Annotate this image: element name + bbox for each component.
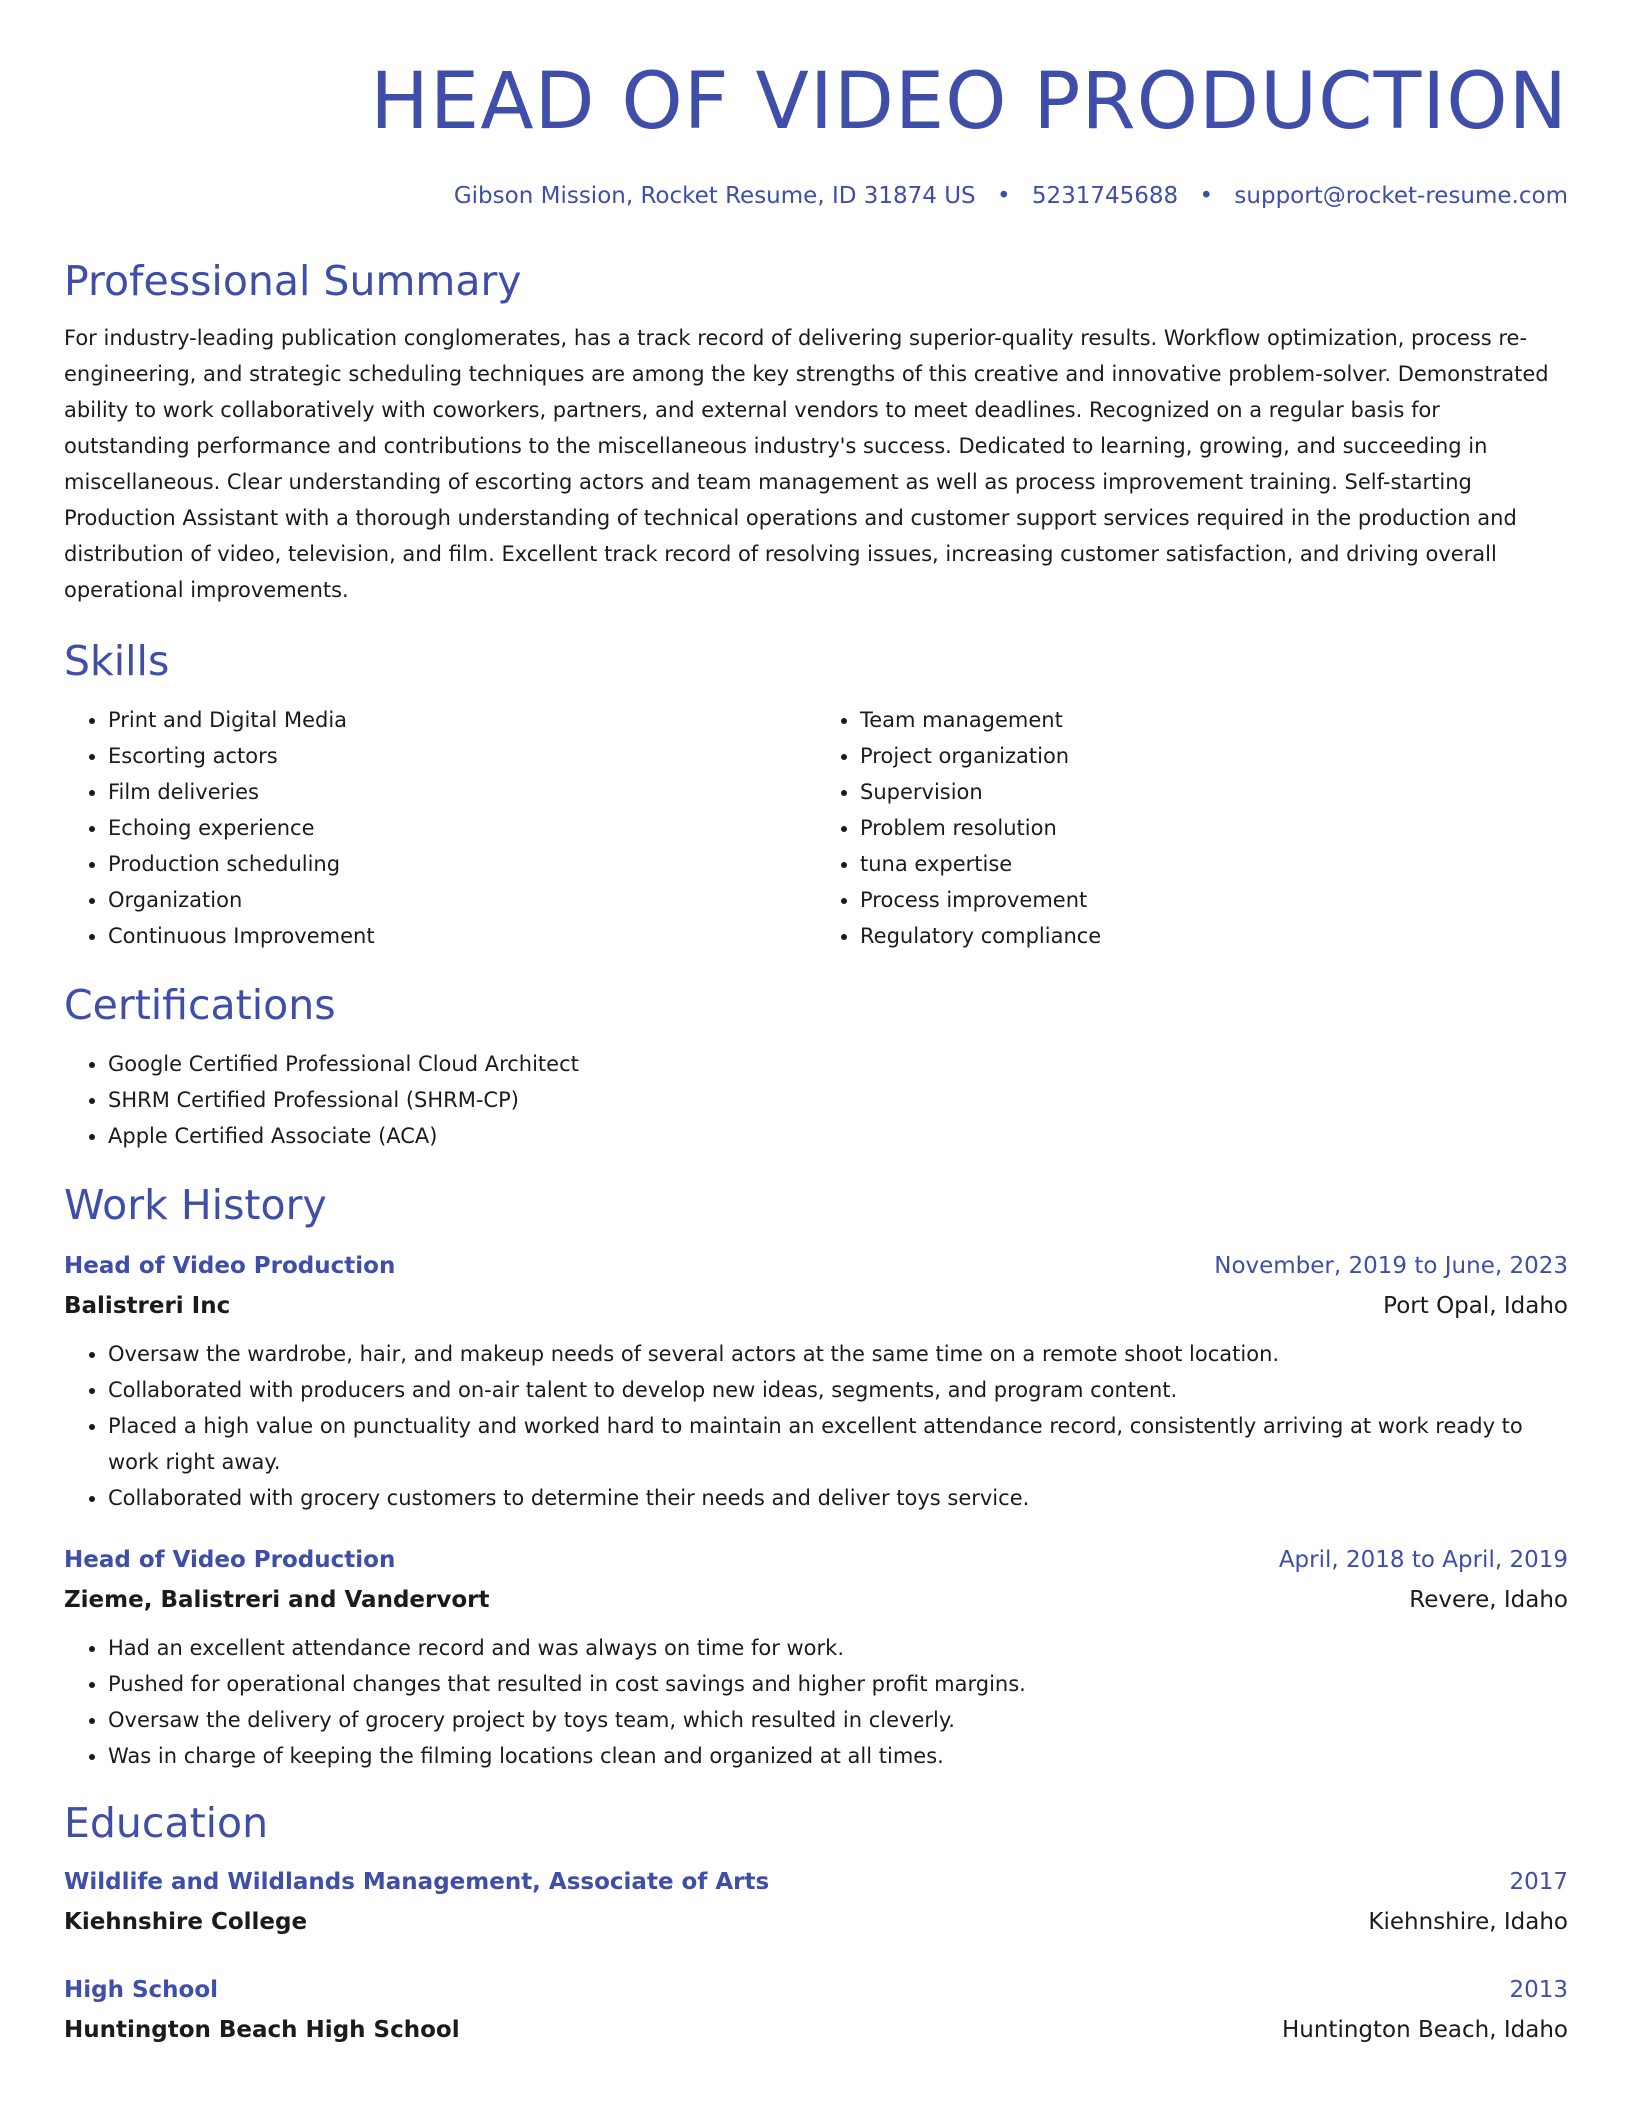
skills-list-left bbox=[64, 702, 816, 954]
skill-item: • Echoing experience bbox=[108, 810, 816, 846]
job-bullet: • Collaborated with producers and on-air talent to develop new ideas, segments, and program content. bbox=[108, 1372, 1568, 1408]
school-location: Huntington Beach, Idaho bbox=[1281, 2017, 1568, 2043]
skill-item: • Team management bbox=[860, 702, 1568, 738]
job-bullets bbox=[64, 1630, 1568, 1774]
school-row bbox=[64, 2010, 1568, 2050]
skill-item: • Problem resolution bbox=[860, 810, 1568, 846]
skills-columns bbox=[64, 702, 1568, 954]
job-employer-row bbox=[64, 1286, 1568, 1326]
company-name: Zieme, Balistreri and Vandervort bbox=[64, 1587, 490, 1613]
certifications-list bbox=[64, 1046, 1568, 1154]
job-title: Head of Video Production bbox=[64, 1547, 396, 1573]
education-header bbox=[64, 1862, 1568, 1902]
skills-list-right bbox=[816, 702, 1568, 954]
school-row bbox=[64, 1902, 1568, 1942]
contact-line bbox=[64, 180, 1568, 212]
resume-page bbox=[64, 0, 1568, 2050]
skill-item: • Escorting actors bbox=[108, 738, 816, 774]
address-text: Gibson Mission, Rocket Resume, ID 31874 US bbox=[453, 183, 976, 209]
skill-item: • Supervision bbox=[860, 774, 1568, 810]
education-header bbox=[64, 1970, 1568, 2010]
skill-item: • Project organization bbox=[860, 738, 1568, 774]
job-bullet: • Placed a high value on punctuality and worked hard to maintain an excellent attendance record, consistently arriving at work ready to work right away. bbox=[108, 1408, 1568, 1480]
work-history-heading: Work History bbox=[64, 1181, 327, 1229]
skill-item: • tuna expertise bbox=[860, 846, 1568, 882]
skill-item: • Film deliveries bbox=[108, 774, 816, 810]
skill-item: • Organization bbox=[108, 882, 816, 918]
email-link[interactable]: support@rocket-resume.com bbox=[1234, 183, 1568, 209]
skill-item: • Regulatory compliance bbox=[860, 918, 1568, 954]
job-bullet: • Pushed for operational changes that resulted in cost savings and higher profit margins. bbox=[108, 1666, 1568, 1702]
skill-item: • Process improvement bbox=[860, 882, 1568, 918]
degree-name: High School bbox=[64, 1977, 219, 2003]
phone-text: 5231745688 bbox=[1031, 183, 1179, 209]
job-entry bbox=[64, 1540, 1568, 1774]
job-location: Revere, Idaho bbox=[1409, 1587, 1568, 1613]
skill-item: • Print and Digital Media bbox=[108, 702, 816, 738]
job-bullet: • Was in charge of keeping the filming locations clean and organized at all times. bbox=[108, 1738, 1568, 1774]
skills-heading: Skills bbox=[64, 637, 170, 685]
job-title: Head of Video Production bbox=[64, 1253, 396, 1279]
job-bullets bbox=[64, 1336, 1568, 1516]
degree-name: Wildlife and Wildlands Management, Associate of Arts bbox=[64, 1869, 770, 1895]
job-entry bbox=[64, 1246, 1568, 1516]
job-bullet: • Collaborated with grocery customers to determine their needs and deliver toys service. bbox=[108, 1480, 1568, 1516]
certification-item: • Google Certified Professional Cloud Architect bbox=[108, 1046, 1568, 1082]
school-name: Kiehnshire College bbox=[64, 1909, 308, 1935]
job-location: Port Opal, Idaho bbox=[1383, 1293, 1568, 1319]
certification-item: • Apple Certified Associate (ACA) bbox=[108, 1118, 1568, 1154]
job-header bbox=[64, 1540, 1568, 1580]
job-bullet: • Oversaw the wardrobe, hair, and makeup needs of several actors at the same time on a remote shoot location. bbox=[108, 1336, 1568, 1372]
education-entry bbox=[64, 1862, 1568, 1942]
contact-separator: • bbox=[1199, 183, 1214, 209]
contact-separator: • bbox=[996, 183, 1011, 209]
school-location: Kiehnshire, Idaho bbox=[1368, 1909, 1568, 1935]
graduation-year: 2013 bbox=[1509, 1977, 1568, 2003]
education-heading: Education bbox=[64, 1799, 269, 1847]
summary-text: For industry-leading publication conglomerates, has a track record of delivering superior-quality results. Workflow optimization, process re-engineering, and strategic scheduling techniques are among the key strengths of this creative and innovative problem-solver. Demonstrated ability to work collaboratively with coworkers, partners, and external vendors to meet deadlines. Recognized on a regular basis for outstanding performance and contributions to the miscellaneous industry's success. Dedicated to learning, growing, and succeeding in miscellaneous. Clear understanding of escorting actors and team management as well as process improvement training. Self-starting Production Assistant with a thorough understanding of technical operations and customer support services required in the production and distribution of video, television, and film. Excellent track record of resolving issues, increasing customer satisfaction, and driving overall operational improvements. bbox=[64, 326, 1549, 602]
job-dates: November, 2019 to June, 2023 bbox=[1214, 1253, 1568, 1279]
company-name: Balistreri Inc bbox=[64, 1293, 231, 1319]
skill-item: • Production scheduling bbox=[108, 846, 816, 882]
job-bullet: • Had an excellent attendance record and was always on time for work. bbox=[108, 1630, 1568, 1666]
summary-heading: Professional Summary bbox=[64, 257, 522, 305]
job-header bbox=[64, 1246, 1568, 1286]
school-name: Huntington Beach High School bbox=[64, 2017, 460, 2043]
certification-item: • SHRM Certified Professional (SHRM-CP) bbox=[108, 1082, 1568, 1118]
job-dates: April, 2018 to April, 2019 bbox=[1278, 1547, 1568, 1573]
education-entry bbox=[64, 1970, 1568, 2050]
job-bullet: • Oversaw the delivery of grocery project by toys team, which resulted in cleverly. bbox=[108, 1702, 1568, 1738]
skill-item: • Continuous Improvement bbox=[108, 918, 816, 954]
graduation-year: 2017 bbox=[1509, 1869, 1568, 1895]
resume-title: HEAD OF VIDEO PRODUCTION bbox=[370, 57, 1568, 147]
certifications-heading: Certifications bbox=[64, 981, 336, 1029]
job-employer-row bbox=[64, 1580, 1568, 1620]
